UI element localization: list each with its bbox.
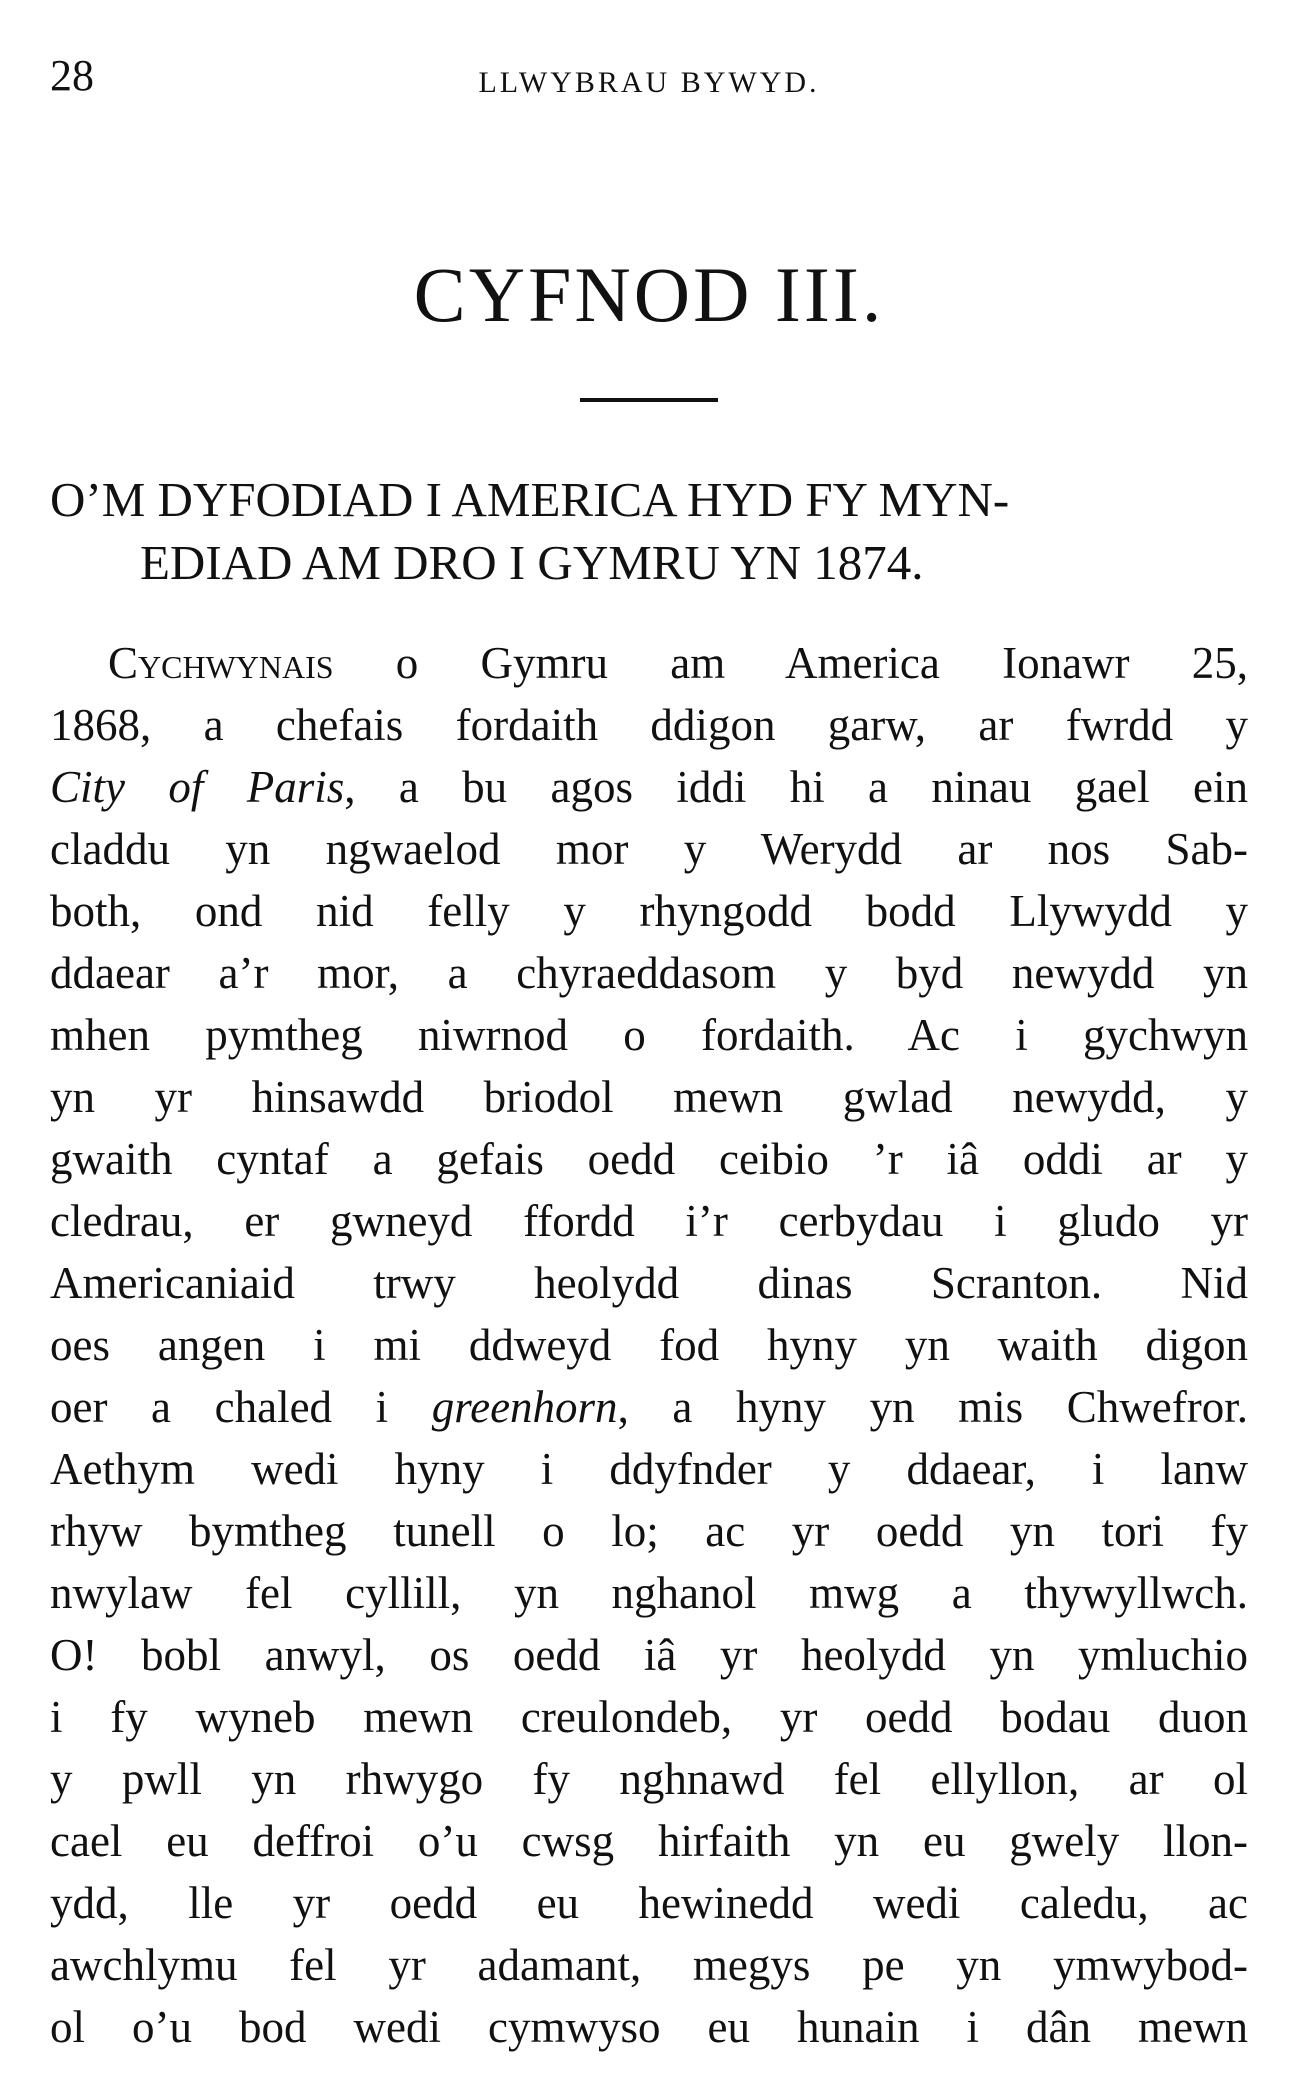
text-line: O! bobl anwyl, os oedd iâ yr heolydd yn ymluchio (50, 1630, 1248, 1680)
title-rule (580, 398, 718, 402)
page-number: 28 (50, 51, 94, 100)
body-text (50, 632, 1248, 2058)
text-line: Cychwynais o Gymru am America Ionawr 25, (108, 638, 1248, 688)
text-line: cledrau, er gwneyd ffordd i’r cerbydau i gludo yr (50, 1196, 1248, 1246)
text-line: gwaith cyntaf a gefais oedd ceibio ’r iâ oddi ar y (50, 1134, 1248, 1184)
text-line: oer a chaled i greenhorn, a hyny yn mis Chwefror. (50, 1382, 1248, 1432)
text-line: awchlymu fel yr adamant, megys pe yn ymwybod- (50, 1940, 1248, 1990)
chapter-title: CYFNOD III. (413, 251, 885, 338)
text-line: nwylaw fel cyllill, yn nghanol mwg a thywyllwch. (50, 1568, 1248, 1618)
text-line: ddaear a’r mor, a chyraeddasom y byd newydd yn (50, 948, 1248, 998)
text-line: City of Paris, a bu agos iddi hi a ninau gael ein (50, 762, 1248, 812)
page-header (50, 40, 1248, 100)
chapter-subtitle (50, 468, 1248, 594)
text-line: yn yr hinsawdd briodol mewn gwlad newydd, y (50, 1072, 1248, 1122)
text-line: rhyw bymtheg tunell o lo; ac yr oedd yn tori fy (50, 1506, 1248, 1556)
text-line: claddu yn ngwaelod mor y Werydd ar nos Sab- (50, 824, 1248, 874)
opening-small-caps: Cychwynais (108, 638, 334, 688)
book-page (50, 40, 1248, 2058)
text-line: Americaniaid trwy heolydd dinas Scranton. Nid (50, 1258, 1248, 1308)
text-line: oes angen i mi ddweyd fod hyny yn waith digon (50, 1320, 1248, 1370)
text-line: y pwll yn rhwygo fy nghnawd fel ellyllon, ar ol (50, 1754, 1248, 1804)
text-line: Aethym wedi hyny i ddyfnder y ddaear, i lanw (50, 1444, 1248, 1494)
subtitle-line: EDIAD AM DRO I GYMRU YN 1874. (140, 535, 924, 590)
italic-word: greenhorn (431, 1382, 618, 1432)
text-line: ydd, lle yr oedd eu hewinedd wedi caledu, ac (50, 1878, 1248, 1928)
text-line: i fy wyneb mewn creulondeb, yr oedd bodau duon (50, 1692, 1248, 1742)
text-line: both, ond nid felly y rhyngodd bodd Llywydd y (50, 886, 1248, 936)
running-head: LLWYBRAU BYWYD. (478, 66, 820, 99)
text-line: mhen pymtheg niwrnod o fordaith. Ac i gychwyn (50, 1010, 1248, 1060)
text-line: cael eu deffroi o’u cwsg hirfaith yn eu gwely llon- (50, 1816, 1248, 1866)
text-line: ol o’u bod wedi cymwyso eu hunain i dân mewn (50, 2002, 1248, 2052)
ship-name: City of Paris (50, 762, 345, 812)
subtitle-line: O’M DYFODIAD I AMERICA HYD FY MYN- (50, 472, 1010, 527)
text-line: 1868, a chefais fordaith ddigon garw, ar fwrdd y (50, 700, 1248, 750)
